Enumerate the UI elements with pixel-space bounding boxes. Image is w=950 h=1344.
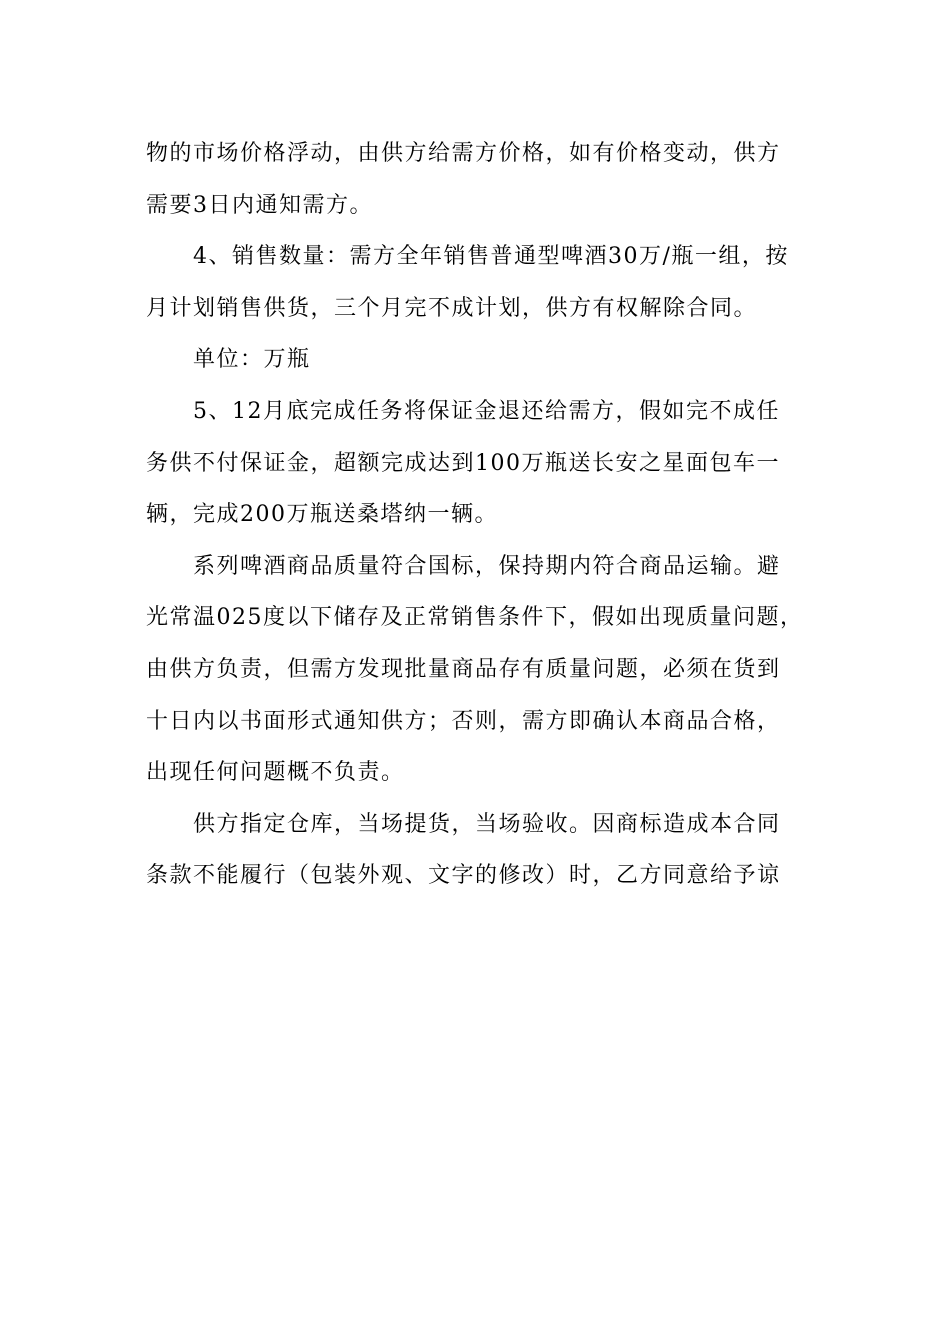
text-line: 务供不付保证金，超额完成达到100万瓶送长安之星面包车一 — [146, 450, 780, 476]
text-line: 光常温025度以下储存及正常销售条件下，假如出现质量问题， — [146, 605, 804, 631]
text-line: 由供方负责，但需方发现批量商品存有质量问题，必须在货到 — [146, 656, 781, 682]
text-line: 需要3日内通知需方。 — [146, 192, 373, 218]
text-line: 物的市场价格浮动，由供方给需方价格，如有价格变动，供方 — [146, 141, 781, 166]
text-line: 出现任何问题概不负责。 — [146, 760, 405, 786]
text-line: 供方指定仓库，当场提货，当场验收。因商标造成本合同 — [146, 811, 781, 837]
text-line: 4、销售数量：需方全年销售普通型啤酒30万/瓶一组，按 — [146, 244, 789, 270]
text-line: 5、12月底完成任务将保证金退还给需方，假如完不成任 — [146, 398, 780, 424]
text-line: 十日内以书面形式通知供方；否则，需方即确认本商品合格， — [146, 708, 781, 734]
text-line: 月计划销售供货，三个月完不成计划，供方有权解除合同。 — [146, 295, 758, 321]
text-line: 条款不能履行（包装外观、文字的修改）时，乙方同意给予谅 — [146, 863, 781, 889]
document-body — [146, 128, 816, 902]
text-line: 辆，完成200万瓶送桑塔纳一辆。 — [146, 502, 498, 528]
text-line: 单位：万瓶 — [146, 347, 311, 373]
text-line: 系列啤酒商品质量符合国标，保持期内符合商品运输。避 — [146, 553, 781, 579]
